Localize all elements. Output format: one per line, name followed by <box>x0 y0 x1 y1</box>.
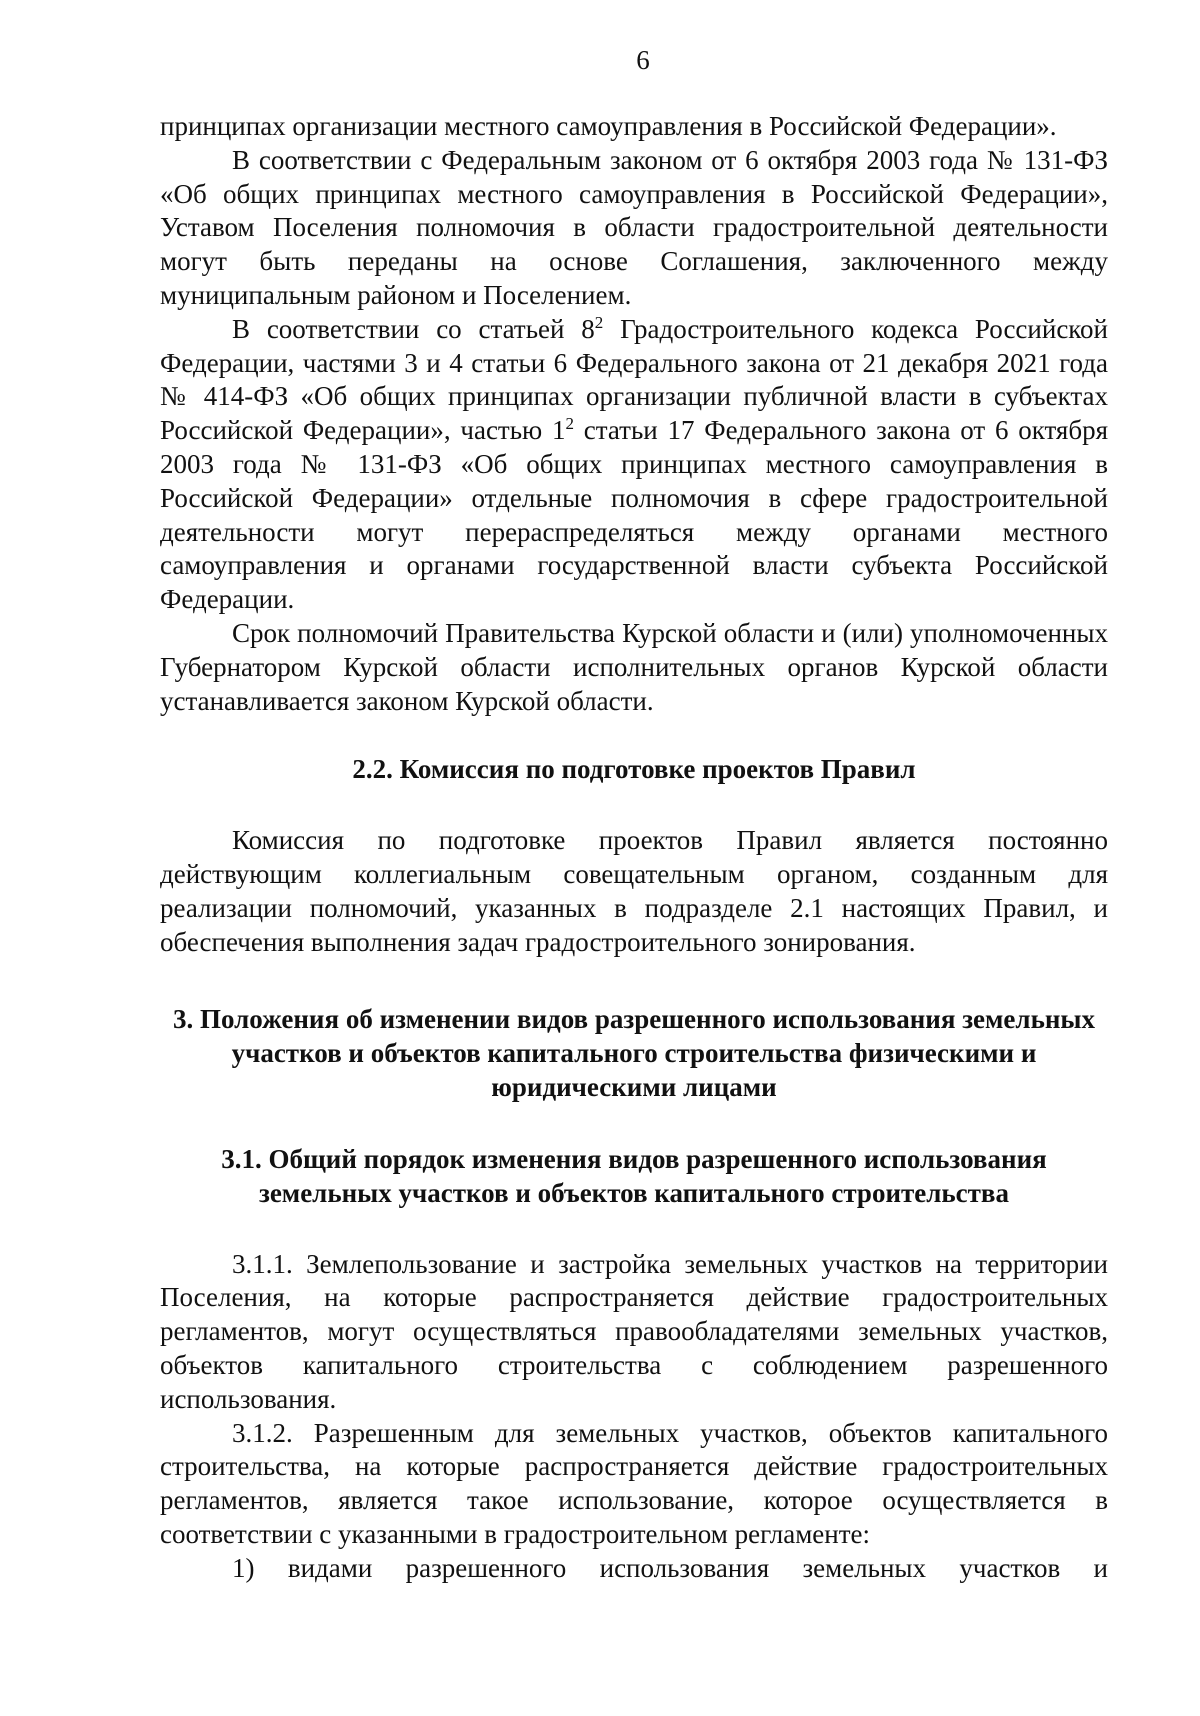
paragraph-article-8-2 <box>160 313 1108 617</box>
paragraph-3-1-1: 3.1.1. Землепользование и застройка земельных участков на территории Поселения, на которые распространяется действие градостроительных регламентов, могут осуществляться правообладателями земельных участков, объектов капитального строительства с соблюдением разрешенного использования. <box>160 1248 1108 1414</box>
text-fragment: статьи 17 Федерального закона от 6 октября 2003 года № 131-ФЗ «Об общих принципах местного самоуправления в Российской Федерации» отдельные полномочия в сфере градостроительной деятельности могут перераспределяться между органами местного самоуправления и органами государственной власти субъекта Российской Федерации. <box>160 415 1108 615</box>
paragraph-continuation: принципах организации местного самоуправления в Российской Федерации». <box>160 111 1057 141</box>
section-heading-2-2: 2.2. Комиссия по подготовке проектов Правил <box>352 754 916 785</box>
section-heading-3-1: 3.1. Общий порядок изменения видов разрешенного использования земельных участков и объектов капитального строительства <box>221 1143 1047 1208</box>
list-item-1: 1) видами разрешенного использования земельных участков и <box>232 1552 1108 1583</box>
paragraph-term-of-powers: Срок полномочий Правительства Курской области и (или) уполномоченных Губернатором Курской области исполнительных органов Курской области устанавливается законом Курской области. <box>160 617 1108 716</box>
text-fragment: Градостроительного кодекса Российской Федерации, частями 3 и 4 статьи 6 Федерального закона от 21 декабря 2021 года № 414-ФЗ «Об общих принципах организации публичной власти в субъектах Российской Федерации», частью 1 <box>160 313 1108 446</box>
text-fragment: В соответствии со статьей 8 <box>232 313 595 344</box>
paragraph-3-1-2: 3.1.2. Разрешенным для земельных участков, объектов капитального строительства, на которые распространяется действие градостроительных регламентов, является такое использование, которое осуществляется в соответствии с указанными в градостроительном регламенте: <box>160 1417 1108 1549</box>
superscript: 2 <box>565 414 574 434</box>
superscript: 2 <box>594 312 604 332</box>
paragraph-commission: Комиссия по подготовке проектов Правил является постоянно действующим коллегиальным совещательным органом, созданным для реализации полномочий, указанных в подразделе 2.1 настоящих Правил, и обеспечения выполнения задач градостроительного зонирования. <box>160 825 1108 957</box>
paragraph-federal-law-131: В соответствии с Федеральным законом от 6 октября 2003 года № 131-ФЗ «Об общих принципах местного самоуправления в Российской Федерации», Уставом Поселения полномочия в области градостроительной деятельности могут быть переданы на основе Соглашения, заключенного между муниципальным районом и Поселением. <box>160 144 1108 310</box>
section-heading-3: 3. Положения об изменении видов разрешенного использования земельных участков и объектов капитального строительства физическими и юридическими лицами <box>173 1003 1095 1102</box>
document-page <box>160 40 1108 1586</box>
page-number: 6 <box>636 45 650 75</box>
